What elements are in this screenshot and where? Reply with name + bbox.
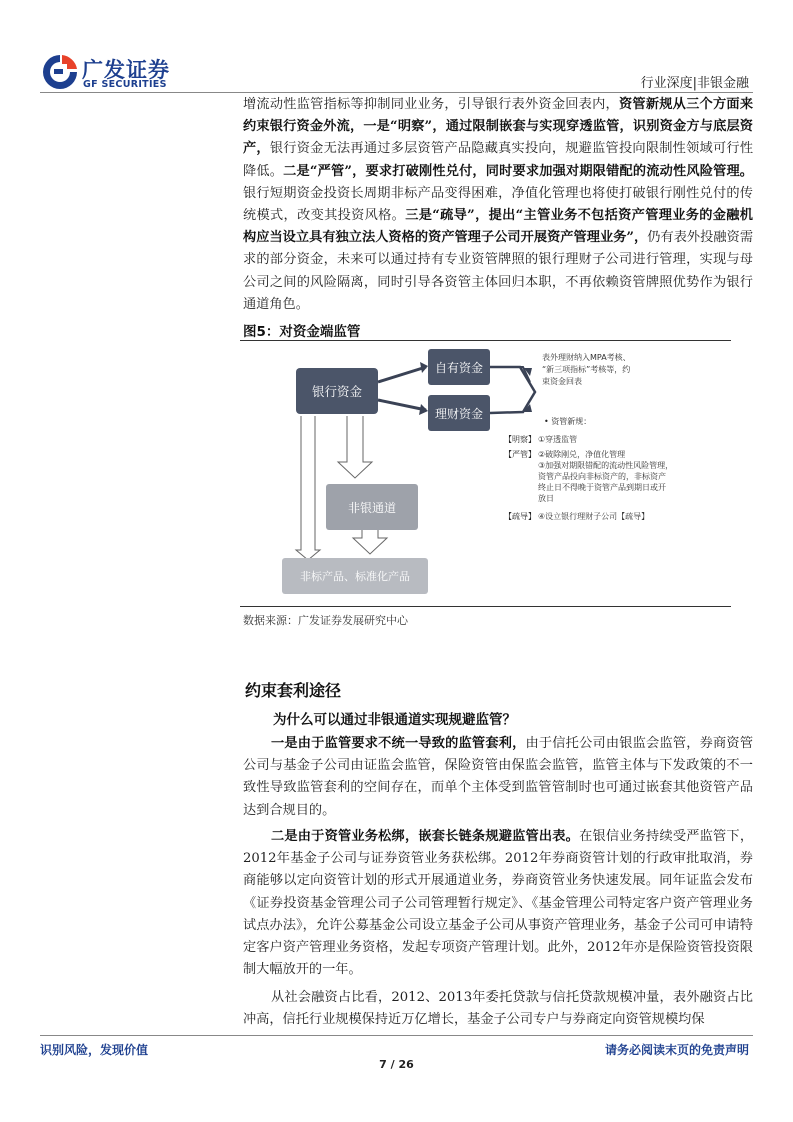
footer-divider — [40, 1035, 753, 1036]
intro-bold-3: 三是“疏导”，提出“主管业务不包括资产管理业务的金融机构应当设立具有独立法人资格的资产管理子公司开展资产管理业务”， — [243, 208, 753, 246]
intro-text-1: 增流动性监管指标等抑制同业业务，引导银行表外资金回表内， — [243, 97, 619, 112]
p1-bold: 一是由于监管要求不统一导致的监管套利， — [271, 736, 526, 751]
footer-slogan: 识别风险，发现价值 — [40, 1043, 149, 1057]
intro-paragraph — [243, 94, 753, 316]
rule-3-line-1: ④设立银行理财子公司【疏导】 — [538, 512, 650, 521]
arrow-to-own-funds — [378, 367, 426, 382]
intro-text-2: 银行资金无法再通过多层资管产品隐藏真实投向，规避监管投向限制性领域可行性降低。 — [243, 141, 754, 179]
arrowhead-wealth-funds — [419, 404, 428, 415]
own-funds-label: 自有资金 — [434, 361, 484, 375]
rule-2-line-5: 放日 — [538, 494, 554, 503]
note-top-line-3: 束资金回表 — [542, 377, 582, 386]
gf-logo-icon — [40, 52, 80, 92]
arrowhead-own-funds — [420, 362, 428, 373]
note-top-line-1: 表外理财纳入MPA考核、 — [542, 353, 631, 362]
rules-heading: • 资管新规： — [544, 417, 592, 426]
rule-tag-3: 【疏导】 — [504, 512, 536, 521]
figure-bottom-rule — [240, 606, 731, 607]
company-logo — [40, 52, 180, 94]
figure-top-rule — [240, 340, 731, 341]
intro-text-3: 银行短期资金投资长周期非标产品变得困难，净值化管理也将使打破银行刚性兑付的传统模式，改变其投资风格。 — [243, 185, 753, 224]
rule-1-line-1: ①穿透监管 — [538, 435, 578, 444]
hollow-arrow-bottom — [353, 530, 387, 554]
paragraph-1 — [243, 733, 753, 822]
intro-text-4: 仍有表外投融资需求的部分资金，未来可以通过持有专业资管牌照的银行理财子公司进行管理，实现与母公司之间的风险隔离，同时引导各资管主体回归本职，不再依赖资管牌照优势作为银行通道角色。 — [243, 230, 754, 312]
logo-english-name: GF SECURITIES — [83, 79, 167, 90]
rule-2-line-3: 资管产品投向非标资产的，非标资产 — [538, 472, 666, 481]
page-number: 7 / 26 — [379, 1058, 414, 1071]
hollow-arrow-middle — [338, 416, 372, 478]
figure-title: 图5：对资金端监管 — [243, 324, 361, 340]
intro-bold-1: 资管新规从三个方面来约束银行资金外流，一是“明察”，通过限制嵌套与实现穿透监管，识别资金方与底层资产， — [243, 97, 754, 157]
bank-funds-label: 银行资金 — [311, 384, 363, 399]
intro-bold-2: 二是“严管”，要求打破刚性兑付，同时要求加强对期限错配的流动性风险管理。 — [283, 163, 753, 179]
p1-text: 由于信托公司由银监会监管，券商资管公司与基金子公司由证监会监管，保险资管由保监会监管，监管主体与下发政策的不一致性导致监管套利的空间存在，而单个主体受到监管管制时也可通过嵌套其他资管产品达到合规目的。 — [243, 736, 754, 818]
section-title: 约束套利途径 — [245, 681, 342, 700]
rule-2-line-2: ③加强对期限错配的流动性风险管理， — [538, 461, 674, 470]
paragraph-3: 从社会融资占比看，2012、2013年委托贷款与信托贷款规模冲量，表外融资占比冲高，信托行业规模保持近万亿增长，基金子公司专户与券商定向资管规模均保 — [243, 990, 753, 1028]
report-type-label: 行业深度|非银金融 — [640, 76, 749, 91]
fund-regulation-diagram — [240, 342, 731, 604]
figure-source: 数据来源：广发证券发展研究中心 — [243, 614, 408, 627]
p2-text: 在银信业务持续受严监管下，2012年基金子公司与证券资管业务获松绑。2012年券商资管计划的行政审批取消，券商能够以定向资管计划的形式开展通道业务，券商资管业务快速发展。同年证监会发布《证券投资基金管理公司子公司管理暂行规定》、《基金管理公司特定客户资产管理业务试点办法》，允许公募基金公司设立基金子公司从事资产管理业务，基金子公司可申请特定客户资产管理业务资格，发起专项资产管理计划。此外，2012年亦是保险资管投资限制大幅放开的一年。 — [243, 829, 754, 978]
rule-2-line-1: ②破除刚兑，净值化管理 — [538, 450, 626, 459]
rule-tag-1: 【明察】 — [504, 435, 536, 444]
rule-2-line-4: 终止日不得晚于资管产品到期日或开 — [538, 483, 666, 492]
arrow-to-wealth-funds — [378, 400, 426, 410]
logo-chinese-name: 广发证券 — [82, 58, 170, 82]
p2-bold: 二是由于资管业务松绑，嵌套长链条规避监管出表。 — [271, 829, 580, 844]
nonbank-channel-label: 非银通道 — [347, 501, 397, 515]
note-top-line-2: “新三项指标”考核等，约 — [542, 365, 631, 374]
section-question: 为什么可以通过非银通道实现规避监管？ — [273, 712, 516, 728]
products-label: 非标产品、标准化产品 — [300, 570, 410, 583]
footer-disclaimer-link[interactable]: 请务必阅读末页的免责声明 — [604, 1043, 749, 1057]
wealth-funds-label: 理财资金 — [434, 407, 484, 421]
rule-tag-2: 【严管】 — [504, 450, 536, 459]
paragraph-2 — [243, 826, 753, 981]
header-divider — [40, 92, 753, 93]
hollow-arrow-left — [296, 416, 320, 560]
